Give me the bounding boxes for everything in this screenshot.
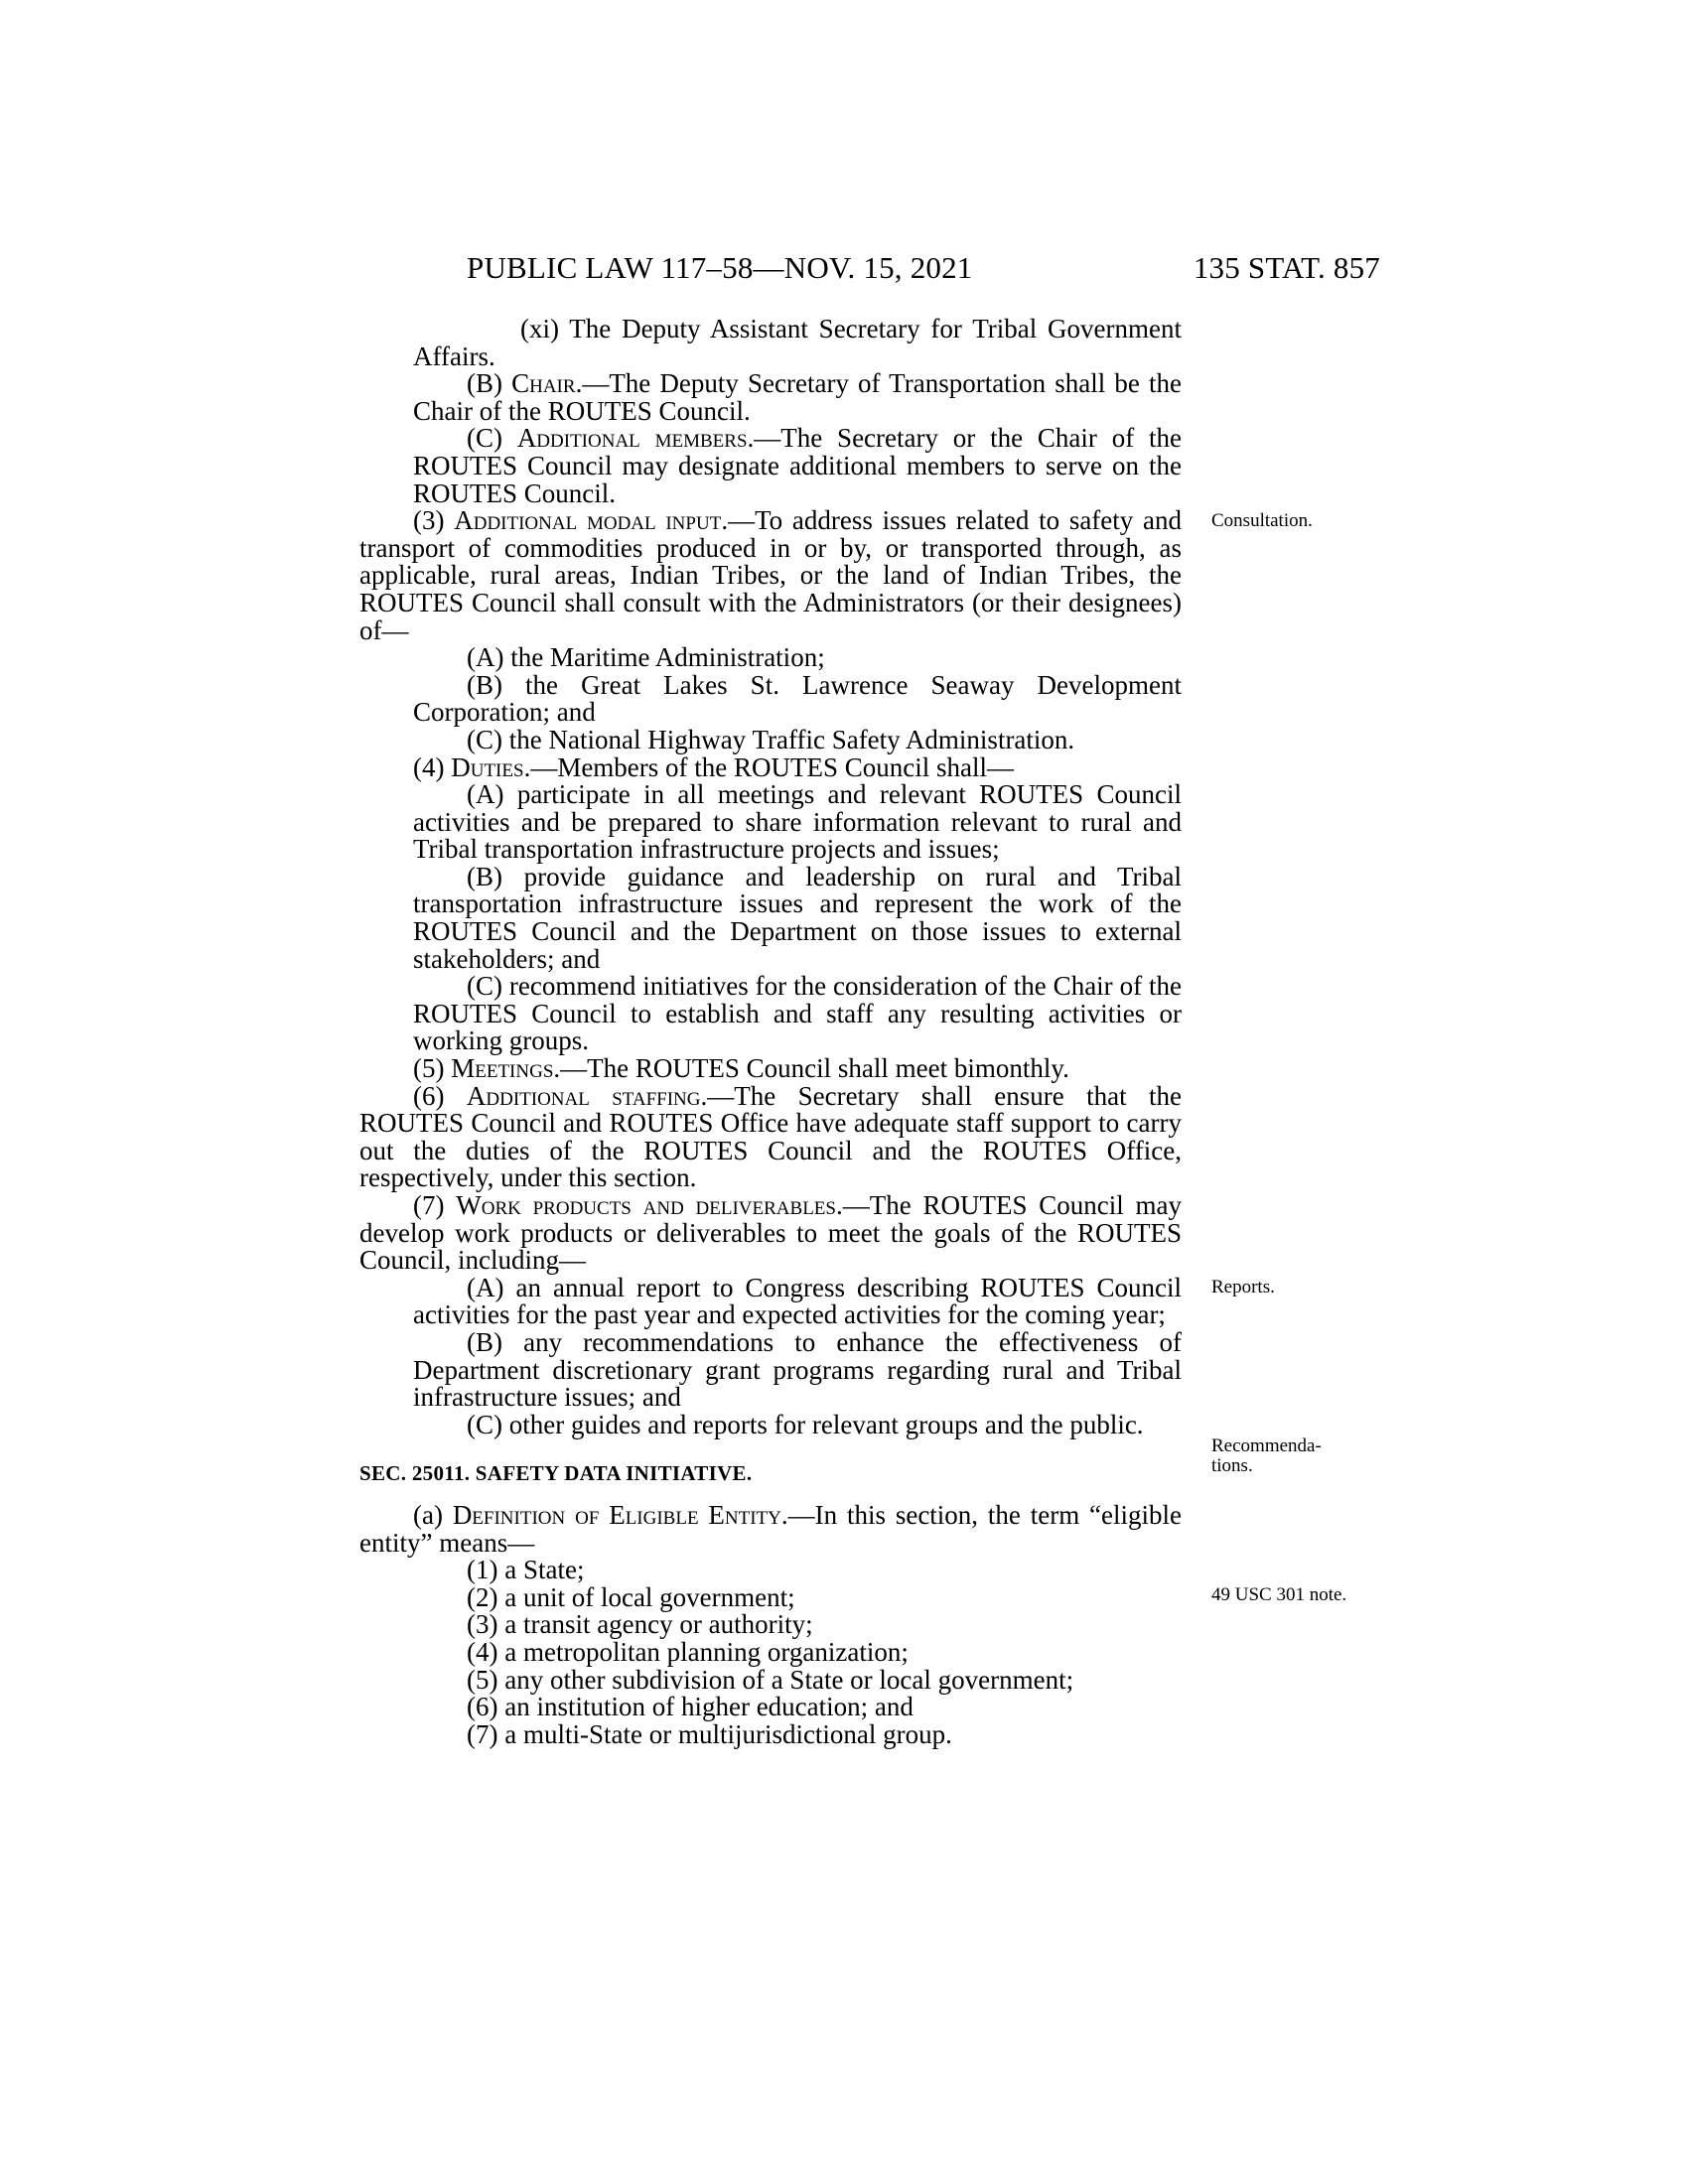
list-item-4: (4) a metropolitan planning organization; <box>467 1636 909 1667</box>
para-3-modal-input: (3) Additional modal input.—To address issues related to safety and transport of commodities produced in or by, or transported through, as applicable, rural areas, Indian Tribes, or the land of Indian Tribes, the ROUTES Council shall consult with the Administrators (or their designees) of— <box>359 505 1183 645</box>
margin-note-reports: Reports. <box>1211 1277 1275 1297</box>
section-heading: SEC. 25011. SAFETY DATA INITIATIVE. <box>359 1461 753 1486</box>
list-item-7: (7) a multi-State or multijurisdictional group. <box>467 1718 952 1749</box>
para-xi: (xi) The Deputy Assistant Secretary for Tribal Government Affairs. <box>413 314 1182 371</box>
para-7-b: (B) any recommendations to enhance the effectiveness of Department discretionary grant programs regarding rural and Tribal infrastructure issues; and <box>413 1326 1182 1413</box>
para-b-chair: (B) Chair.—The Deputy Secretary of Transportation shall be the Chair of the ROUTES Council. <box>413 368 1182 426</box>
para-3-b: (B) the Great Lakes St. Lawrence Seaway Development Corporation; and <box>413 669 1182 728</box>
para-7-work-products: (7) Work products and deliverables.—The ROUTES Council may develop work products or deliverables to meet the goals of the ROUTES Council, including— <box>359 1190 1183 1276</box>
para-7-c: (C) other guides and reports for relevant groups and the public. <box>467 1409 1144 1439</box>
para-3-a: (A) the Maritime Administration; <box>467 642 825 673</box>
list-item-5: (5) any other subdivision of a State or local government; <box>467 1664 1074 1695</box>
margin-note-usc: 49 USC 301 note. <box>1211 1584 1347 1605</box>
para-4-a: (A) participate in all meetings and relevant ROUTES Council activities and be prepared to share information relevant to rural and Tribal transportation infrastructure projects and issues; <box>413 779 1182 865</box>
para-7-a: (A) an annual report to Congress describing ROUTES Council activities for the past year and expected activities for the coming year; <box>413 1272 1182 1330</box>
running-header <box>467 250 1380 290</box>
list-item-1: (1) a State; <box>467 1555 585 1585</box>
page-body <box>359 316 1182 1748</box>
para-a-definition: (a) Definition of Eligible Entity.—In this section, the term “eligible entity” means— <box>359 1499 1183 1558</box>
list-item-6: (6) an institution of higher education; and <box>467 1692 914 1722</box>
header-stat-page: 135 STAT. 857 <box>1193 250 1380 285</box>
para-6-staffing: (6) Additional staffing.—The Secretary shall ensure that the ROUTES Council and ROUTES Office have adequate staff support to carry out the duties of the ROUTES Council and the ROUTES Office, respectively, under this section. <box>359 1080 1183 1193</box>
para-4-b: (B) provide guidance and leadership on rural and Tribal transportation infrastructure issues and represent the work of the ROUTES Council and the Department on those issues to external stakeholders; and <box>413 861 1182 974</box>
margin-note-consultation: Consultation. <box>1211 510 1313 531</box>
margin-note-recommendations: Recommenda- tions. <box>1211 1435 1322 1476</box>
list-item-2: (2) a unit of local government; <box>467 1581 795 1612</box>
header-public-law: PUBLIC LAW 117–58—NOV. 15, 2021 <box>467 250 973 285</box>
para-c-additional-members: (C) Additional members.—The Secretary or the Chair of the ROUTES Council may designate additional members to serve on the ROUTES Council. <box>413 423 1182 508</box>
para-4-duties: (4) Duties.—Members of the ROUTES Council shall— <box>413 751 1015 782</box>
para-4-c: (C) recommend initiatives for the consideration of the Chair of the ROUTES Council to establish and staff any resulting activities or working groups. <box>413 971 1182 1056</box>
para-5-meetings: (5) Meetings.—The ROUTES Council shall meet bimonthly. <box>413 1053 1069 1084</box>
para-3-c: (C) the National Highway Traffic Safety Administration. <box>467 724 1075 754</box>
list-item-3: (3) a transit agency or authority; <box>467 1609 813 1640</box>
